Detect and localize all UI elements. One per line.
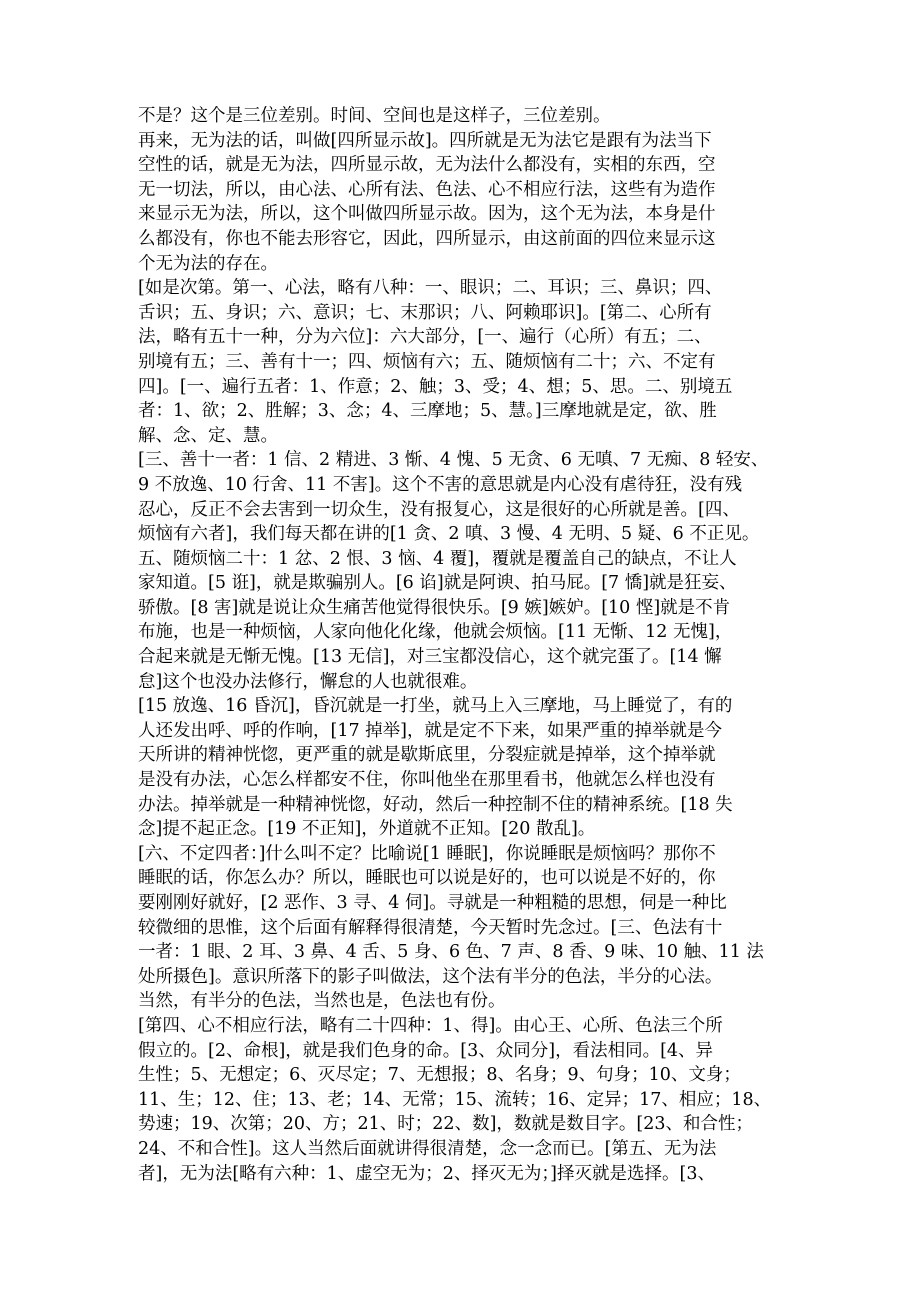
text-line: [三、善十一者：1 信、2 精进、3 惭、4 愧、5 无贪、6 无嗔、7 无痴、8 轻安、 [138, 450, 769, 471]
text-line: 11、生；12、住；13、老；14、无常；15、流转；16、定异；17、相应；18、 [138, 1089, 772, 1110]
text-line: [如是次第。第一、心法，略有八种：一、眼识；二、耳识；三、鼻识；四、 [138, 278, 723, 299]
text-line: 法，略有五十一种，分为六位]：六大部分，[一、遍行（心所）有五；二、 [138, 327, 712, 348]
text-line: 要刚刚好就好，[2 恶作、3 寻、4 伺]。寻就是一种粗糙的思想，伺是一种比 [138, 893, 727, 913]
text-line: 生性；5、无想定；6、灭尽定；7、无想报；8、名身；9、句身；10、文身； [138, 1065, 741, 1086]
text-line: 势速；19、次第；20、方；21、时；22、数]，数就是数目字。[23、和合性； [138, 1114, 753, 1135]
text-line: 么都没有，你也不能去形容它，因此，四所显示，由这前面的四位来显示这 [138, 228, 716, 249]
text-line: 者]，无为法[略有六种：1、虚空无为；2、择灭无为；]择灭就是选择。[3、 [138, 1163, 715, 1184]
text-line: 睡眠的话，你怎么办？所以，睡眠也可以说是好的，也可以说是不好的，你 [138, 868, 716, 889]
text-line: 四]。[一、遍行五者：1、作意；2、触；3、受；4、想；5、思。二、别境五 [138, 376, 733, 397]
text-line: 人还发出呼、呼的作响，[17 掉举]，就是定不下来，如果严重的掉举就是今 [138, 720, 722, 741]
text-line: 一者：1 眼、2 耳、3 鼻、4 舌、5 身、6 色、7 声、8 香、9 味、10 触、11 法 [138, 942, 764, 963]
text-line: 者：1、欲；2、胜解；3、念；4、三摩地；5、慧。]三摩地就是定，欲、胜 [138, 401, 717, 422]
text-line: 办法。掉举就是一种精神恍惚，好动，然后一种控制不住的精神系统。[18 失 [138, 794, 733, 815]
text-line: 念]提不起正念。[19 不正知]，外道就不正知。[20 散乱]。 [138, 819, 596, 840]
text-line: 无一切法，所以，由心法、心所有法、色法、心不相应行法，这些有为造作 [138, 179, 716, 200]
text-line: 怠]这个也没办法修行，懈怠的人也就很难。 [138, 671, 478, 692]
text-line: 再来，无为法的话，叫做[四所显示故]。四所就是无为法它是跟有为法当下 [138, 130, 712, 151]
text-line: 来显示无为法，所以，这个叫做四所显示故。因为，这个无为法，本身是什 [138, 204, 716, 225]
text-line: 舌识；五、身识；六、意识；七、末那识；八、阿赖耶识]。[第二、心所有 [138, 302, 712, 323]
text-line: 五、随烦恼二十：1 忿、2 恨、3 恼、4 覆]，覆就是覆盖自己的缺点，不让人 [138, 548, 737, 569]
text-line: [15 放逸、16 昏沉]，昏沉就是一打坐，就马上入三摩地，马上睡觉了，有的 [138, 696, 733, 717]
text-line: 家知道。[5 诳]，就是欺骗别人。[6 谄]就是阿谀、拍马屁。[7 憍]就是狂妄、 [138, 573, 737, 594]
text-line: 当然，有半分的色法，当然也是，色法也有份。 [138, 991, 506, 1012]
text-line: 骄傲。[8 害]就是说让众生痛苦他觉得很快乐。[9 嫉]嫉妒。[10 悭]就是不肯 [138, 597, 731, 618]
text-line: 较微细的思惟，这个后面有解释得很清楚，今天暂时先念过。[三、色法有十 [138, 917, 723, 938]
document-page [138, 104, 788, 1186]
text-line: 不是？这个是三位差别。时间、空间也是这样子，三位差别。 [138, 106, 611, 126]
text-line: [第四、心不相应行法，略有二十四种：1、得]。由心王、心所、色法三个所 [138, 1015, 723, 1036]
text-line: 合起来就是无惭无愧。[13 无信]，对三宝都没信心，这个就完蛋了。[14 懈 [138, 647, 722, 668]
text-line: 处所摄色]。意识所落下的影子叫做法，这个法有半分的色法，半分的心法。 [138, 966, 723, 987]
text-line: 9 不放逸、10 行舍、11 不害]。这个不害的意思就是内心没有虐待狂，没有残 [138, 474, 743, 495]
text-line: 烦恼有六者]，我们每天都在讲的[1 贪、2 嗔、3 慢、4 无明、5 疑、6 不正见。 [138, 524, 760, 545]
text-line: 天所讲的精神恍惚，更严重的就是歇斯底里，分裂症就是掉举，这个掉举就 [138, 745, 716, 766]
text-line: 个无为法的存在。 [138, 253, 278, 274]
text-line: 忍心，反正不会去害到一切众生，没有报复心，这是很好的心所就是善。[四、 [138, 499, 740, 520]
text-line: 假立的。[2、命根]，就是我们色身的命。[3、众同分]，看法相同。[4、异 [138, 1040, 714, 1061]
text-line: 是没有办法，心怎么样都安不住，你叫他坐在那里看书，他就怎么样也没有 [138, 770, 716, 791]
text-line: [六、不定四者：]什么叫不定？比喻说[1 睡眠]，你说睡眠是烦恼吗？那你不 [138, 843, 716, 864]
text-line: 空性的话，就是无为法，四所显示故，无为法什么都没有，实相的东西，空 [138, 155, 716, 176]
text-line: 解、念、定、慧。 [138, 425, 278, 446]
text-line: 别境有五；三、善有十一；四、烦恼有六；五、随烦恼有二十；六、不定有 [138, 351, 716, 372]
text-line: 布施，也是一种烦恼，人家向他化化缘，他就会烦恼。[11 无惭、12 无愧]， [138, 622, 733, 643]
text-line: 24、不和合性]。这人当然后面就讲得很清楚，念一念而已。[第五、无为法 [138, 1138, 717, 1159]
